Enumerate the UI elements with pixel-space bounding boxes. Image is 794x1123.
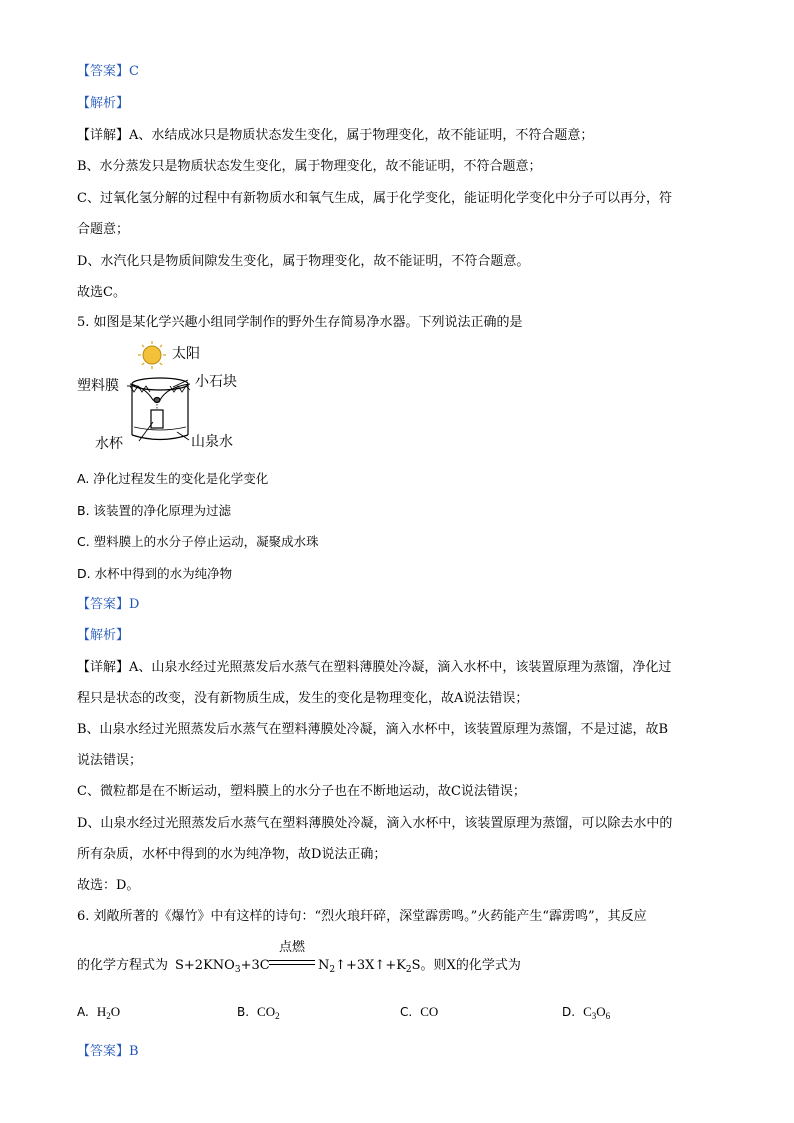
question-5: 5. 如图是某化学兴趣小组同学制作的野外生存简易净水器。下列说法正确的是: [77, 315, 523, 330]
container-icon: [130, 378, 190, 440]
detail-line: 故选：D。: [77, 878, 140, 893]
option-5a: A. 净化过程发生的变化是化学变化: [77, 471, 269, 486]
option-6b: B. $CO_2$: [237, 1004, 280, 1021]
analysis-label-1: 【解析】: [77, 96, 130, 111]
reaction-condition: 点燃: [278, 940, 305, 955]
detail-line: 【详解】A、山泉水经过光照蒸发后水蒸气在塑料薄膜处冷凝，滴入水杯中，该装置原理为蒸馏，净化过: [77, 660, 672, 675]
detail-line: 【详解】A、水结成冰只是物质状态发生变化，属于物理变化，故不能证明，不符合题意；: [77, 128, 594, 143]
detail-line: 故选C。: [77, 285, 126, 300]
label-spring-water: 山泉水: [191, 434, 233, 450]
equation-right: $N_2↑+3X↑+K_2S$。则X的化学式为: [318, 958, 521, 975]
label-plastic-film: 塑料膜: [77, 378, 119, 394]
detail-line: D、山泉水经过光照蒸发后水蒸气在塑料薄膜处冷凝，滴入水杯中，该装置原理为蒸馏，可以除去水中的: [77, 816, 673, 831]
equals-sign: [269, 960, 315, 965]
detail-line: B、山泉水经过光照蒸发后水蒸气在塑料薄膜处冷凝，滴入水杯中，该装置原理为蒸馏，不是过滤，故B: [77, 722, 669, 737]
analysis-label-2: 【解析】: [77, 628, 130, 643]
answer-label-2: 【答案】D: [77, 597, 140, 612]
water-purifier-figure: [77, 340, 297, 460]
answer-label-3: 【答案】B: [77, 1044, 139, 1059]
label-small-stone: 小石块: [195, 374, 237, 390]
option-6a: A. $H_2O$: [77, 1004, 121, 1021]
option-5b: B. 该装置的净化原理为过滤: [77, 503, 232, 518]
question-6: 6. 刘敞所著的《爆竹》中有这样的诗句：“烈火琅玕碎，深堂霹雳鸣。”火药能产生“霹雳鸣”，其反应: [77, 909, 647, 924]
question-6-options: [77, 1004, 717, 1024]
detail-line: D、水汽化只是物质间隙发生变化，属于物理变化，故不能证明，不符合题意。: [77, 254, 530, 269]
equation-left: $S+2KNO_3+3C$: [175, 958, 270, 975]
equation-lead: 的化学方程式为: [77, 958, 169, 973]
option-5c: C. 塑料膜上的水分子停止运动，凝聚成水珠: [77, 534, 319, 549]
detail-line: 程只是状态的改变，没有新物质生成，发生的变化是物理变化，故A说法错误；: [77, 691, 529, 706]
answer-label-1: 【答案】C: [77, 64, 139, 79]
label-sun: 太阳: [172, 346, 200, 362]
sun-icon: [138, 341, 166, 369]
detail-line: 说法错误；: [77, 753, 143, 768]
label-water-cup: 水杯: [95, 436, 123, 452]
detail-line: 合题意；: [77, 222, 130, 237]
option-5d: D. 水杯中得到的水为纯净物: [77, 566, 233, 581]
option-6c: C. CO: [400, 1004, 439, 1019]
detail-line: C、微粒都是在不断运动，塑料膜上的水分子也在不断地运动，故C说法错误；: [77, 784, 526, 799]
option-6d: D. $C_3O_6$: [562, 1004, 611, 1021]
detail-line: B、水分蒸发只是物质状态发生变化，属于物理变化，故不能证明，不符合题意；: [77, 159, 542, 174]
detail-line: 所有杂质，水杯中得到的水为纯净物，故D说法正确；: [77, 847, 387, 862]
detail-line: C、过氧化氢分解的过程中有新物质水和氧气生成，属于化学变化，能证明化学变化中分子可以再分，符: [77, 191, 672, 206]
